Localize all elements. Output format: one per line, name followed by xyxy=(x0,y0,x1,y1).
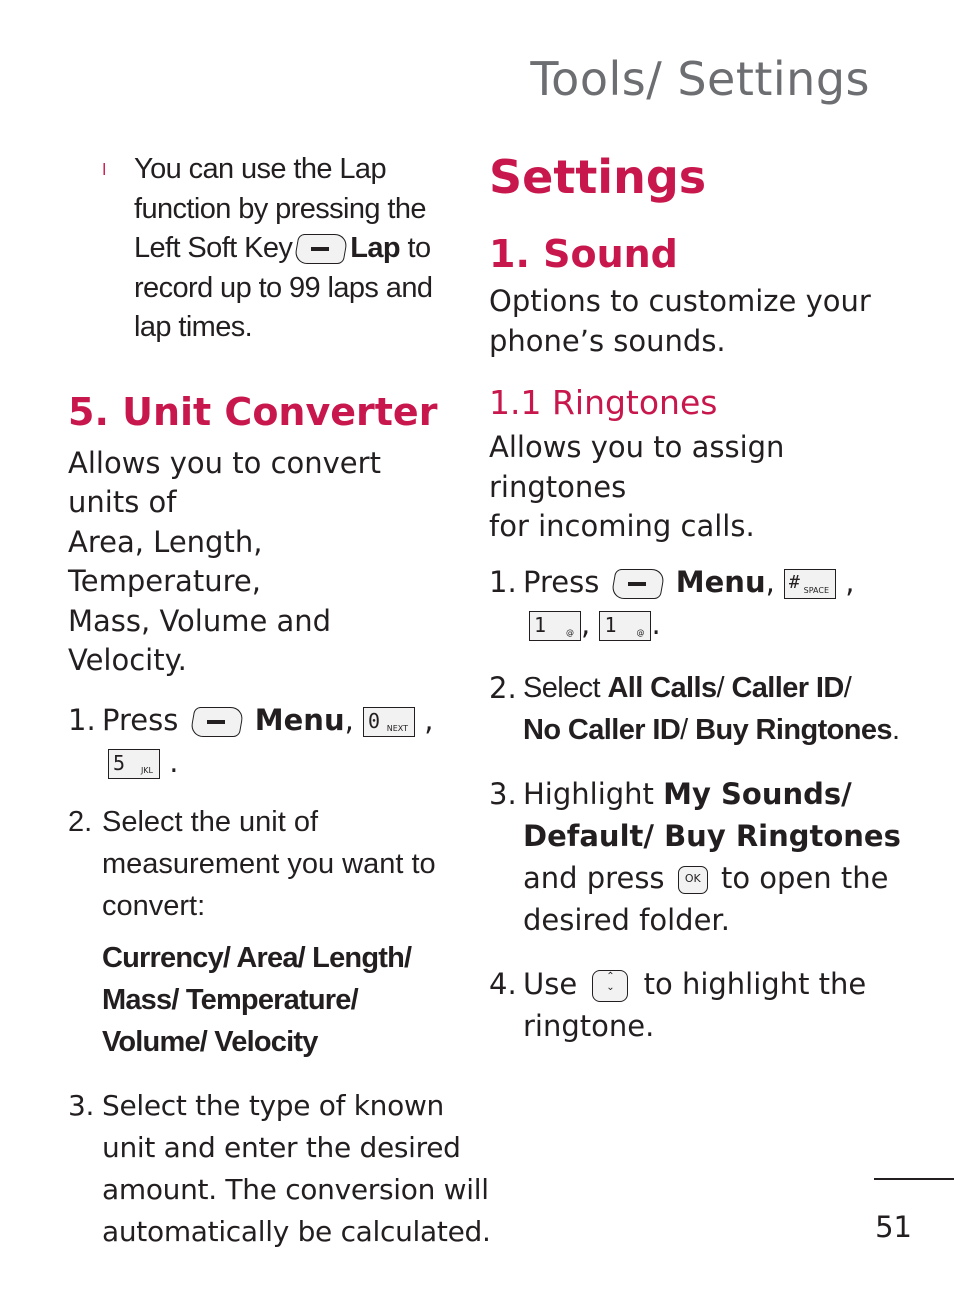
unit-converter-step-2: 2. Select the unit of measurement you want to convert: Currency/ Area/ Length/ Mass/ Temperature/ Volume/ Velocity xyxy=(68,801,448,1063)
left-soft-key-icon xyxy=(294,234,349,264)
sound-description: Options to customize your phone’s sounds. xyxy=(489,284,871,358)
ringtones-step-3: 3. Highlight My Sounds/ Default/ Buy Ringtones and press OK to open the desired folder. xyxy=(489,776,901,937)
ringtones-step-2: 2. Select All Calls/ Caller ID/ No Caller ID/ Buy Ringtones. xyxy=(489,670,900,746)
unit-converter-step-1: 1. Press Menu, 0 NEXT , 5 JKL . xyxy=(68,702,434,779)
footer-rule xyxy=(874,1178,954,1180)
key-1-voicemail-icon: 1 @ xyxy=(599,611,651,641)
unit-converter-step-3: 3. Select the type of known unit and enter the desired amount. The conversion will automatically be calculated. xyxy=(68,1088,491,1248)
page-number: 51 xyxy=(875,1210,912,1244)
ok-key-icon: OK xyxy=(678,866,708,894)
key-5-jkl-icon: 5 JKL xyxy=(108,749,160,779)
unit-converter-heading: 5. Unit Converter xyxy=(68,389,438,434)
bullet-marker: l xyxy=(102,160,107,179)
ringtones-step-1: 1. Press Menu, # SPACE , 1 @ , 1 @ . xyxy=(489,564,855,641)
left-soft-key-icon xyxy=(189,707,244,737)
key-1-voicemail-icon: 1 @ xyxy=(529,611,581,641)
navigation-key-icon: ⌃ ⌄ xyxy=(592,970,628,1002)
unit-converter-description: Allows you to convert units of Area, Length, Temperature, Mass, Volume and Velocity. xyxy=(68,445,381,677)
left-soft-key-icon xyxy=(610,569,665,599)
key-hash-space-icon: # SPACE xyxy=(784,569,836,599)
right-column xyxy=(489,150,909,1047)
sound-heading: 1. Sound xyxy=(489,232,678,276)
ringtones-description: Allows you to assign ringtones for incoming calls. xyxy=(489,430,785,543)
left-column xyxy=(68,150,491,1253)
page-header-title: Tools/ Settings xyxy=(530,52,870,106)
ringtones-step-4: 4. Use ⌃ ⌄ to highlight the ringtone. xyxy=(489,966,867,1043)
ringtones-heading: 1.1 Ringtones xyxy=(489,383,718,422)
unit-options-list: Currency/ Area/ Length/ Mass/ Temperature/ Volume/ Velocity xyxy=(102,941,412,1058)
key-0-next-icon: 0 NEXT xyxy=(363,707,415,737)
tip-bullet xyxy=(102,150,448,348)
settings-title: Settings xyxy=(489,150,707,204)
tip-text: You can use the Lap function by pressing the Left Soft Key Lap to record up to 99 laps and lap times. xyxy=(134,153,433,343)
